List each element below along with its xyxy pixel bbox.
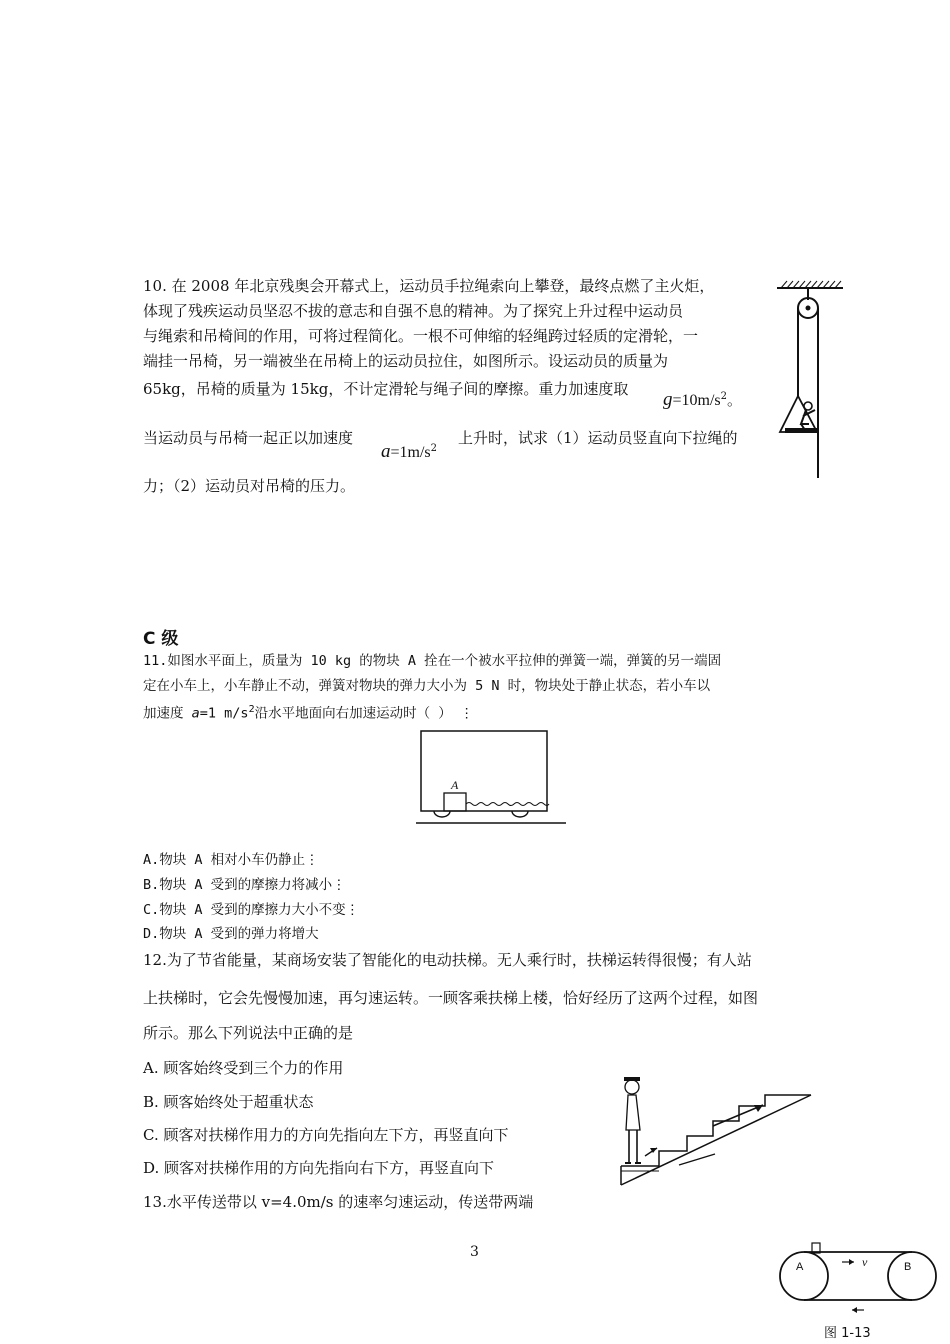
q11-option-a: A.物块 A 相对小车仍静止⋮: [143, 852, 319, 868]
q10-line-6: [143, 428, 353, 448]
q11-option-d: D.物块 A 受到的弹力将增大: [143, 926, 319, 942]
q10-line-7: 力；（2）运动员对吊椅的压力。: [143, 477, 356, 495]
pulley-b-label: B: [904, 1261, 912, 1273]
a-value: =1m/s: [390, 444, 431, 461]
a-variable: a: [381, 441, 391, 462]
q10-g-formula: [663, 387, 742, 411]
a-exponent: 2: [430, 443, 438, 454]
q11-line-1: 11.如图水平面上，质量为 10 kg 的物块 A 拴在一个被水平拉伸的弹簧一端，弹簧的另一端固: [143, 653, 722, 669]
q12-line-3: 所示。那么下列说法中正确的是: [143, 1024, 354, 1042]
pulley-figure: [775, 278, 855, 484]
q12-line-2: 上扶梯时，它会先慢慢加速，再匀速运转。一顾客乘扶梯上楼，恰好经历了这两个过程，如图: [143, 989, 759, 1007]
q11-option-c: C.物块 A 受到的摩擦力大小不变⋮: [143, 902, 360, 918]
q10-line-3: 与绳索和吊椅间的作用，可将过程简化。一根不可伸缩的轻绳跨过轻质的定滑轮，一: [143, 327, 699, 345]
conveyor-figure: [772, 1240, 944, 1344]
q11-accel-exp: 2: [248, 704, 255, 715]
g-exponent: 2: [720, 391, 728, 402]
q12-option-c: C. 顾客对扶梯作用力的方向先指向左下方，再竖直向下: [143, 1126, 509, 1144]
q12-option-b: B. 顾客始终处于超重状态: [143, 1093, 314, 1111]
g-end: 。: [727, 391, 743, 409]
q11-line-3a: 加速度: [143, 705, 192, 722]
q11-accel-var: a: [191, 705, 200, 722]
q11-line-3b: =1 m/s: [199, 705, 249, 722]
q13-line-1: 13.水平传送带以 v=4.0m/s 的速率匀速运动，传送带两端: [143, 1193, 534, 1211]
figure-caption: 图 1-13: [824, 1326, 871, 1341]
q10-line-5-text: 65kg，吊椅的质量为 15kg，不计定滑轮与绳子间的摩擦。重力加速度取: [143, 380, 629, 398]
q11-line-3: [143, 700, 473, 724]
q12-option-d: D. 顾客对扶梯作用的方向先指向右下方，再竖直向下: [143, 1159, 495, 1177]
g-variable: g: [663, 389, 673, 410]
g-value: =10m/s: [672, 392, 721, 409]
q12-line-1: 12.为了节省能量，某商场安装了智能化的电动扶梯。无人乘行时，扶梯运转得很慢；有人站: [143, 951, 752, 969]
q10-line-1: 10. 在 2008 年北京残奥会开幕式上，运动员手拉绳索向上攀登，最终点燃了主火炬，: [143, 277, 715, 295]
q12-option-a: A. 顾客始终受到三个力的作用: [143, 1059, 344, 1077]
block-label: A: [451, 778, 459, 792]
q10-line-5: [143, 379, 628, 399]
cart-figure: [414, 728, 570, 828]
q10-line-4: 端挂一吊椅，另一端被坐在吊椅上的运动员拉住，如图所示。设运动员的质量为: [143, 352, 669, 370]
q11-line-3c: 沿水平地面向右加速运动时（ ） ⋮: [254, 705, 474, 722]
q10-a-formula: [381, 439, 437, 463]
q11-option-b: B.物块 A 受到的摩擦力将减小⋮: [143, 877, 346, 893]
q11-line-2: 定在小车上，小车静止不动，弹簧对物块的弹力大小为 5 N 时，物块处于静止状态，若小车以: [143, 678, 711, 694]
q10-line-6b: 上升时，试求（1）运动员竖直向下拉绳的: [458, 429, 738, 447]
q10-line-2: 体现了残疾运动员坚忍不拔的意志和自强不息的精神。为了探究上升过程中运动员: [143, 302, 684, 320]
section-heading-c: C 级: [143, 629, 179, 649]
page-number: 3: [470, 1244, 479, 1260]
q10-line-6a: 当运动员与吊椅一起正以加速度: [143, 429, 354, 447]
pulley-a-label: A: [796, 1261, 804, 1273]
escalator-figure: [617, 1070, 813, 1190]
velocity-label: v: [862, 1255, 868, 1269]
